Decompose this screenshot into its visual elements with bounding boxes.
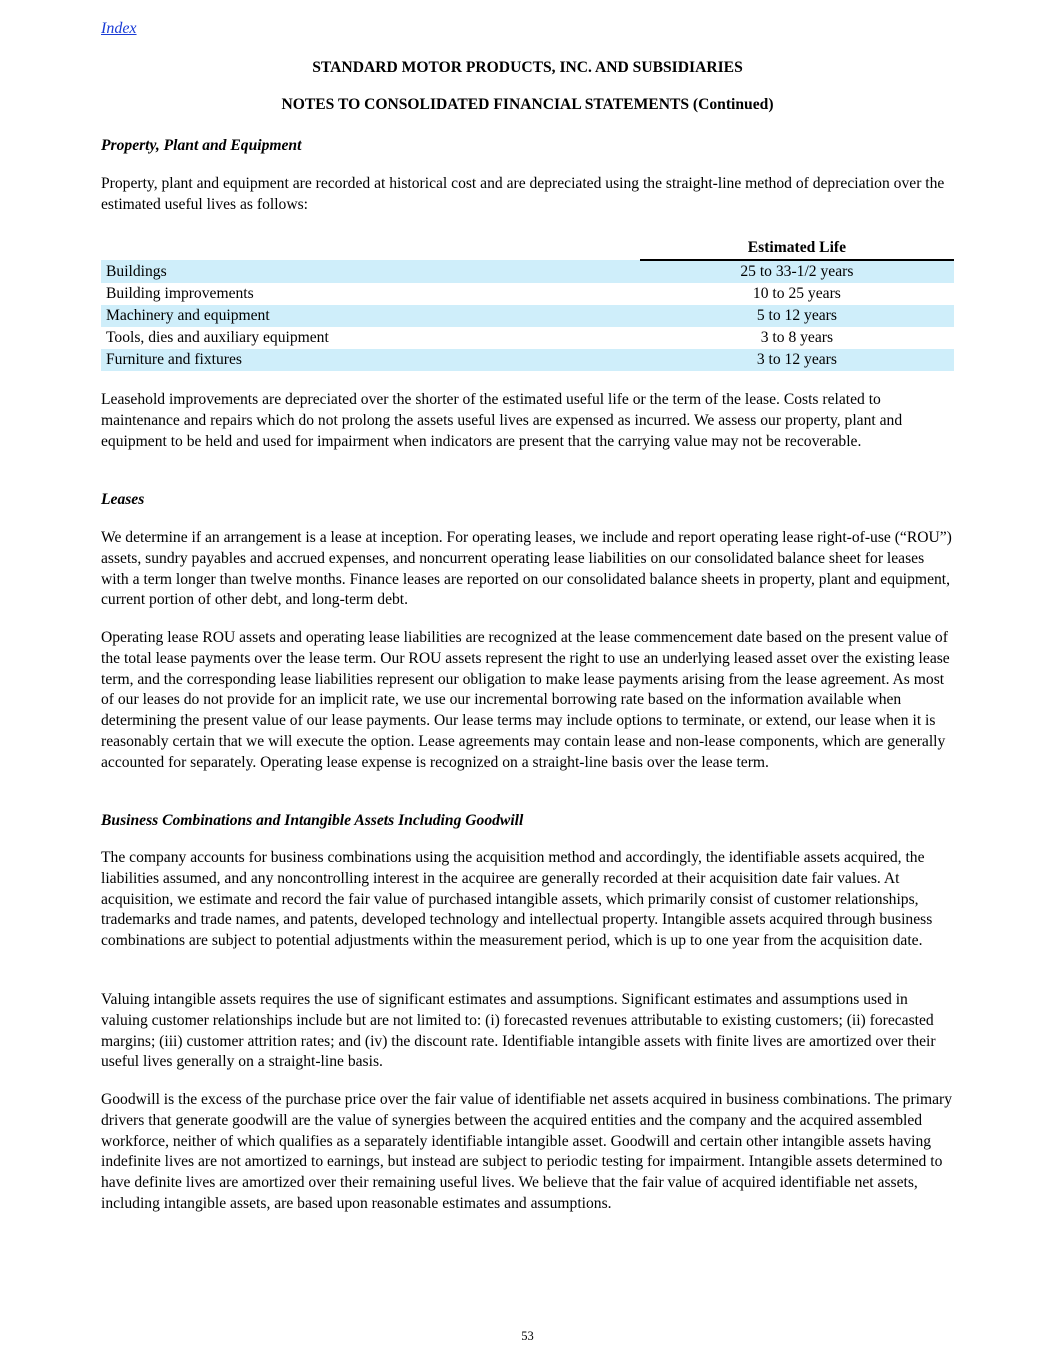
table-row	[101, 327, 954, 349]
page-number: 53	[521, 1329, 534, 1343]
estimated-life-value: 3 to 8 years	[760, 329, 834, 346]
business-paragraph-2: Valuing intangible assets requires the use of significant estimates and assumptions. Significant estimates and assumptions used in valuing customer relationships include but are not limited to: (i) forecasted revenues attributable to existing customers; (ii) forecasted margins; (iii) customer attrition rates; and (iv) the discount rate. Identifiable intangible assets with finite lives are amortized over their useful lives generally on a straight-line basis.	[101, 991, 936, 1071]
business-combinations-section-title: Business Combinations and Intangible Assets Including Goodwill	[101, 812, 524, 829]
leases-paragraph-1: We determine if an arrangement is a lease at inception. For operating leases, we include and report operating lease right-of-use (“ROU”) assets, sundry payables and accrued expenses, and noncurrent operating lease liabilities on our consolidated balance sheet for leases with a term longer than twelve months. Finance leases are reported on our consolidated balance sheets in property, plant and equipment, current portion of other debt, and long-term debt.	[101, 529, 952, 609]
business-paragraph-1: The company accounts for business combinations using the acquisition method and accordingly, the identifiable assets acquired, the liabilities assumed, and any noncontrolling interest in the acquiree are generally recorded at their acquisition date fair values. At acquisition, we estimate and record the fair value of purchased intangible assets, which primarily consist of customer relationships, trademarks and trade names, and patents, developed technology and intellectual property. Intangible assets acquired through business combinations are subject to potential adjustments within the measurement period, which is up to one year from the acquisition date.	[101, 849, 933, 950]
asset-class-label: Machinery and equipment	[101, 305, 640, 327]
estimated-life-value: 5 to 12 years	[640, 305, 954, 327]
estimated-life-header: Estimated Life	[640, 237, 954, 260]
table-header-row	[101, 237, 954, 260]
table-row	[101, 283, 954, 305]
asset-class-label: Tools, dies and auxiliary equipment	[106, 329, 329, 346]
useful-lives-table	[101, 237, 954, 371]
asset-class-label: Buildings	[101, 260, 640, 283]
notes-title: NOTES TO CONSOLIDATED FINANCIAL STATEMENTS (Continued)	[281, 96, 774, 113]
ppe-section-title: Property, Plant and Equipment	[101, 137, 302, 154]
leasehold-paragraph: Leasehold improvements are depreciated over the shorter of the estimated useful life or the term of the lease. Costs related to maintenance and repairs which do not prolong the assets useful lives are expensed as incurred. We assess our property, plant and equipment to be held and used for impairment when indicators are present that the carrying value may not be recoverable.	[101, 391, 903, 450]
table-row	[101, 349, 954, 371]
table-header-blank	[101, 237, 640, 260]
asset-class-label: Furniture and fixtures	[101, 349, 640, 371]
company-name: STANDARD MOTOR PRODUCTS, INC. AND SUBSIDIARIES	[312, 59, 743, 76]
estimated-life-value: 25 to 33-1/2 years	[640, 260, 954, 283]
estimated-life-value: 10 to 25 years	[752, 285, 841, 302]
ppe-intro-paragraph: Property, plant and equipment are recorded at historical cost and are depreciated using the straight-line method of depreciation over the estimated useful lives as follows:	[101, 175, 945, 213]
leases-section-title: Leases	[101, 491, 145, 508]
estimated-life-value: 3 to 12 years	[640, 349, 954, 371]
table-row	[101, 305, 954, 327]
leases-paragraph-2: Operating lease ROU assets and operating lease liabilities are recognized at the lease commencement date based on the present value of the total lease payments over the lease term. Our ROU assets represent the right to use an underlying leased asset over the existing lease term, and the corresponding lease liabilities represent our obligation to make lease payments arising from the lease agreement. As most of our leases do not provide for an implicit rate, we use our incremental borrowing rate based on the information available when determining the present value of our lease payments. Our lease terms may include options to terminate, or extend, our lease when it is reasonably certain that we will execute the option. Lease agreements may contain lease and non-lease components, which are generally accounted for separately. Operating lease expense is recognized on a straight-line basis over the lease term.	[101, 629, 950, 771]
asset-class-label: Building improvements	[106, 285, 254, 302]
goodwill-paragraph: Goodwill is the excess of the purchase price over the fair value of identifiable net assets acquired in business combinations. The primary drivers that generate goodwill are the value of synergies between the acquired entities and the company and the acquired assembled workforce, neither of which qualifies as a separately identifiable intangible asset. Goodwill and certain other intangible assets having indefinite lives are not amortized to earnings, but instead are subject to periodic testing for impairment. Intangible assets determined to have definite lives are amortized over their remaining useful lives. We believe that the fair value of acquired identifiable net assets, including intangible assets, are based upon reasonable estimates and assumptions.	[101, 1091, 953, 1212]
index-link[interactable]: Index	[101, 20, 137, 37]
table-row	[101, 260, 954, 283]
